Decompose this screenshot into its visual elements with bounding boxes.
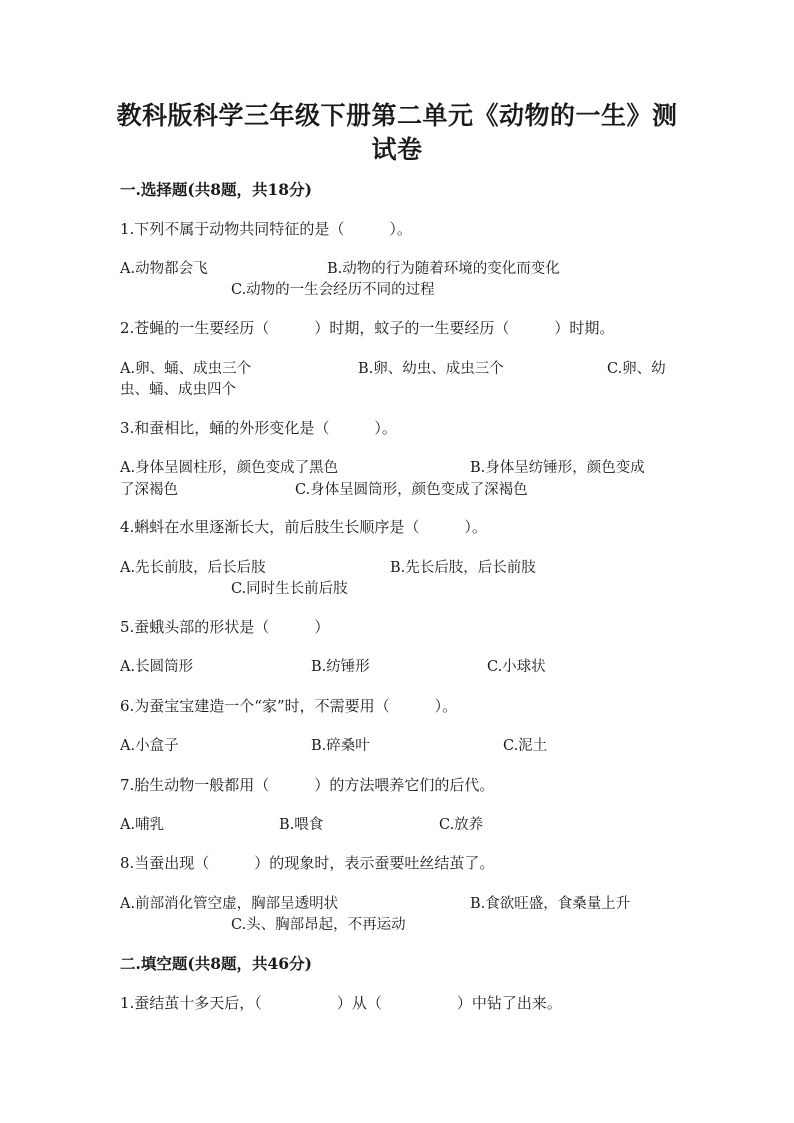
question-3-option-a: A.身体呈圆柱形，颜色变成了黑色 (120, 460, 339, 476)
question-4-option-b: B.先长后肢，后长前肢 (390, 560, 536, 576)
question-6-stem: 6.为蚕宝宝建造一个“家”时，不需要用（ ）。 (120, 697, 458, 715)
question-5-option-c: C.小球状 (487, 659, 546, 675)
question-1-option-b: B.动物的行为随着环境的变化而变化 (327, 261, 560, 277)
question-3-option-b: B.身体呈纺锤形，颜色变成 (470, 460, 645, 476)
question-7-option-a: A.哺乳 (120, 817, 165, 833)
question-2-option-c: C.卵、幼 (607, 361, 666, 377)
question-1-stem: 1.下列不属于动物共同特征的是（ ）。 (120, 220, 412, 238)
question-2-option-b: B.卵、幼虫、成虫三个 (358, 361, 504, 377)
question-8-option-b: B.食欲旺盛，食桑量上升 (470, 896, 631, 912)
question-1-option-a: A.动物都会飞 (120, 261, 208, 277)
page-title-line2: 试卷 (371, 135, 423, 164)
question-2-option-c-continued: 虫、蛹、成虫四个 (120, 382, 236, 398)
question-6-option-a: A.小盒子 (120, 738, 179, 754)
question-7-option-b: B.喂食 (279, 817, 324, 833)
question-8-stem: 8.当蚕出现（ ）的现象时，表示蚕要吐丝结茧了。 (120, 854, 495, 872)
question-2-option-a: A.卵、蛹、成虫三个 (120, 361, 252, 377)
question-5-stem: 5.蚕蛾头部的形状是（ ） (120, 618, 330, 636)
question-8-option-a: A.前部消化管空虚，胸部呈透明状 (120, 896, 339, 912)
question-6-option-c: C.泥土 (503, 738, 548, 754)
question-8-option-c: C.头、胸部昂起，不再运动 (231, 917, 406, 933)
question-4-stem: 4.蝌蚪在水里逐渐长大，前后肢生长顺序是（ ）。 (120, 518, 487, 536)
section-heading-choice: 一.选择题(共8题，共18分) (120, 180, 312, 199)
section-heading-fill: 二.填空题(共8题，共46分) (120, 954, 312, 973)
question-7-stem: 7.胎生动物一般都用（ ）的方法喂养它们的后代。 (120, 776, 495, 794)
question-7-option-c: C.放养 (439, 817, 484, 833)
question-1-option-c: C.动物的一生会经历不同的过程 (231, 282, 435, 298)
question-3-stem: 3.和蚕相比，蛹的外形变化是（ ）。 (120, 419, 397, 437)
fill-question-1-stem: 1.蚕结茧十多天后，（ ）从（ ）中钻了出来。 (120, 994, 562, 1012)
question-3-option-c: C.身体呈圆筒形，颜色变成了深褐色 (295, 482, 528, 498)
question-5-option-b: B.纺锤形 (311, 659, 370, 675)
question-2-stem: 2.苍蝇的一生要经历（ ）时期，蚊子的一生要经历（ ）时期。 (120, 319, 615, 337)
question-5-option-a: A.长圆筒形 (120, 659, 194, 675)
question-4-option-c: C.同时生长前后肢 (231, 581, 348, 597)
page-title-line1: 教科版科学三年级下册第二单元《动物的一生》测 (116, 101, 678, 130)
question-4-option-a: A.先长前肢，后长后肢 (120, 560, 266, 576)
question-3-option-b-continued: 了深褐色 (120, 482, 178, 498)
question-6-option-b: B.碎桑叶 (311, 738, 370, 754)
